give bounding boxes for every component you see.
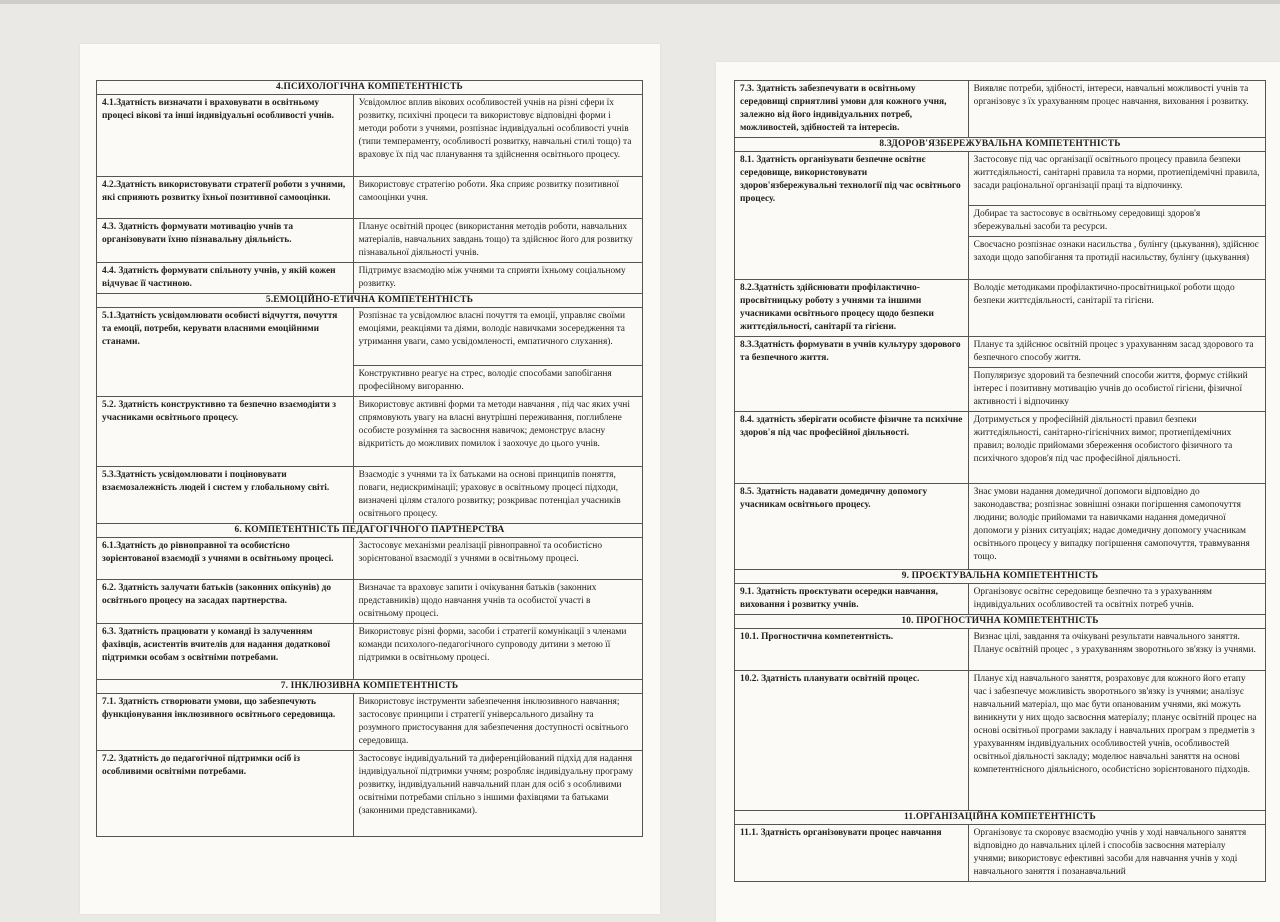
competency-row (735, 81, 1266, 138)
competency-description: Виявляє потреби, здібності, інтереси, навчальні можливості учнів та організовує з їх урахуванням процес навчання, виховання і розвитку. (968, 81, 1265, 138)
competency-description: Використовує активні форми та методи навчання , під час яких учні спрямовують увагу на власні внутрішні переживання, поглиблене особисте розуміння та засвоєння навичок; демонструє власну відкритість до можливих помилок і заохочує до цього учнів. (353, 397, 642, 467)
competency-description: Планує та здійснює освітній процес з урахуванням засад здорового та безпечного способу життя. (968, 337, 1265, 368)
section-heading-row (97, 680, 643, 694)
competency-description: Володіє методиками профілактично-просвітницької роботи щодо безпеки життєдіяльності, санітарії та гігієни. (968, 280, 1265, 337)
section-heading: 8.ЗДОРОВ'ЯЗБЕРЕЖУВАЛЬНА КОМПЕТЕНТНІСТЬ (735, 138, 1266, 152)
competency-row (97, 397, 643, 467)
competency-title: 8.2.Здатність здійснювати профілактично-просвітницьку роботу з учнями та іншими учасниками освітнього процесу щодо безпеки життєдіяльності, санітарії та гігієни. (735, 280, 969, 337)
competency-row (735, 484, 1266, 570)
section-heading-row (735, 138, 1266, 152)
competency-row (97, 538, 643, 580)
competency-title: 6.1.Здатність до рівноправної та особистісно зорієнтованої взаємодії з учнями в освітньому процесі. (97, 538, 354, 580)
competency-description: Популяризує здоровий та безпечний способи життя, формує стійкий інтерес і позитивну мотивацію учнів до особистої гігієни, фізичної активності і відпочинку (968, 368, 1265, 412)
competency-description: Організовує та скоровує взаємодію учнів у ході навчального заняття відповідно до навчальних цілей і способів засвоєння матеріалу учнями; використовує ефективні засоби для навчання учнів у ході навчального заняття і позанавчальний (968, 825, 1265, 882)
competency-row (97, 624, 643, 680)
competency-title: 10.1. Прогностична компетентність. (735, 629, 969, 671)
competency-title: 10.2. Здатність планувати освітній процес. (735, 671, 969, 811)
competency-row (735, 629, 1266, 671)
competency-title: 5.1.Здатність усвідомлювати особисті відчуття, почуття та емоції, потреби, керувати власними емоційними станами. (97, 308, 354, 397)
competency-description: Розпізнає та усвідомлює власні почуття та емоції, управляє своїми емоціями, реакціями та діями, володіє навичками зосередження та утримання уваги, само усвідомленості, емпатичного слухання). (353, 308, 642, 366)
competency-row (97, 308, 643, 366)
competency-title: 6.2. Здатність залучати батьків (законних опікунів) до освітнього процесу на засадах партнерства. (97, 580, 354, 624)
competency-table-right (734, 80, 1266, 882)
section-heading-row (735, 811, 1266, 825)
competency-row (735, 671, 1266, 811)
section-heading-row (97, 81, 643, 95)
competency-description: Дотримується у професійній діяльності правил безпеки життєдіяльності, санітарно-гігієнічних вимог, протиепідемічних правил; володіє прийомами збереження особистого фізичного та психічного здоров'я під час професійної діяльності. (968, 412, 1265, 484)
competency-title: 5.2. Здатність конструктивно та безпечно взаємодіяти з учасниками освітнього процесу. (97, 397, 354, 467)
competency-description: Застосовує механізми реалізації рівноправної та особистісно зорієнтованої взаємодії з учнями в освітньому процесі. (353, 538, 642, 580)
section-heading: 10. ПРОГНОСТИЧНА КОМПЕТЕНТНІСТЬ (735, 615, 1266, 629)
section-heading: 7. ІНКЛЮЗИВНА КОМПЕТЕНТНІСТЬ (97, 680, 643, 694)
competency-row (97, 177, 643, 219)
competency-title: 7.2. Здатність до педагогічної підтримки осіб із особливими освітніми потребами. (97, 751, 354, 837)
section-heading-row (735, 570, 1266, 584)
scanner-edge (0, 0, 1280, 4)
document-page-left (80, 44, 660, 914)
competency-row (97, 694, 643, 751)
competency-title: 4.1.Здатність визначати і враховувати в освітньому процесі вікові та інші індивідуальні особливості учнів. (97, 95, 354, 177)
competency-description: Планує освітній процес (використання методів роботи, навчальних матеріалів, навчальних завдань тощо) та здійснює його для розвитку пізнавальної діяльності учнів. (353, 219, 642, 263)
competency-title: 7.1. Здатність створювати умови, що забезпечують функціонування інклюзивного освітнього середовища. (97, 694, 354, 751)
competency-description: Визначає та враховує запити і очікування батьків (законних представників) щодо навчання учнів та особистої участі в освітньому процесі. (353, 580, 642, 624)
competency-description: Конструктивно реагує на стрес, володіє способами запобігання професійному вигоранню. (353, 366, 642, 397)
competency-title: 4.3. Здатність формувати мотивацію учнів та організовувати їхню пізнавальну діяльність. (97, 219, 354, 263)
competency-row (735, 825, 1266, 882)
competency-row (735, 280, 1266, 337)
competency-row (97, 263, 643, 294)
competency-title: 4.4. Здатність формувати спільноту учнів, у якій кожен відчуває її частиною. (97, 263, 354, 294)
competency-description: Використовує стратегію роботи. Яка сприяє розвитку позитивної самооцінки учня. (353, 177, 642, 219)
competency-table-left (96, 80, 643, 837)
competency-description: Планує хід навчального заняття, розраховує для кожного його етапу час і забезпечує можливість зворотнього зв'язку із учнями; аналізує навчальний матеріал, що має бути опанованим учнями, які можуть виникнути у них щодо засвоєння матеріалу; планує освітній процес на основі освітньої програми закладу і навчальних програм з предметів з урахуванням індивідуальних особливостей учнів, особливостей освітньої діяльності закладу; моделює навчальні заняття на основі компетентнісного діяльнісного, особистісно зорієнтованого підходів. (968, 671, 1265, 811)
competency-row (97, 580, 643, 624)
competency-description: Використовує різні форми, засоби і стратегії комунікації з членами команди психолого-педагогічного супроводу дитини з метою її підтримки в освітньому процесі. (353, 624, 642, 680)
competency-description: Застосовує індивідуальний та диференційований підхід для надання індивідуальної підтримки учням; розробляє індивідуальну програму розвитку, індивідуальний навчальний план для осіб з особливими освітніми потребами спільно з іншими фахівцями та батьками (законними представниками). (353, 751, 642, 837)
competency-description: Застосовує під час організації освітнього процесу правила безпеки життєдіяльності, санітарні правила та норми, протиепідемічні правила, засади раціональної організації праці та відпочинку. (968, 152, 1265, 206)
competency-title: 11.1. Здатність організовувати процес навчання (735, 825, 969, 882)
competency-description: Своєчасно розпізнає ознаки насильства , булінгу (цькування), здійснює заходи щодо запобігання та протидії насильству, булінгу (цькування) (968, 237, 1265, 280)
competency-description: Організовує освітнє середовище безпечно та з урахуванням індивідуальних особливостей та освітніх потреб учнів. (968, 584, 1265, 615)
competency-title: 8.3.Здатність формувати в учнів культуру здорового та безпечного життя. (735, 337, 969, 412)
competency-title: 8.5. Здатність надавати домедичну допомогу учасникам освітнього процесу. (735, 484, 969, 570)
section-heading: 11.ОРГАНІЗАЦІЙНА КОМПЕТЕНТНІСТЬ (735, 811, 1266, 825)
section-heading: 6. КОМПЕТЕНТНІСТЬ ПЕДАГОГІЧНОГО ПАРТНЕРСТВА (97, 524, 643, 538)
competency-row (735, 584, 1266, 615)
section-heading-row (97, 524, 643, 538)
competency-row (735, 412, 1266, 484)
competency-description: Знає умови надання домедичної допомоги відповідно до законодавства; розпізнає зовнішні ознаки погіршення самопочуття людини; володіє прийомами та навичками надання домедичної допомоги у різних ситуаціях; надає домедичну допомогу учасникам освітнього процесу у випадку погіршення самопочуття, травмування тощо. (968, 484, 1265, 570)
section-heading: 5.ЕМОЦІЙНО-ЕТИЧНА КОМПЕТЕНТНІСТЬ (97, 294, 643, 308)
competency-title: 9.1. Здатність проєктувати осередки навчання, виховання і розвитку учнів. (735, 584, 969, 615)
competency-row (97, 219, 643, 263)
competency-description: Визнає цілі, завдання та очікувані результати навчального заняття. Планує освітній процес , з урахуванням зворотнього зв'язку із учнями. (968, 629, 1265, 671)
competency-title: 6.3. Здатність працювати у команді із залученням фахівців, асистентів вчителів для надання додаткової підтримки особам з освітніми потребами. (97, 624, 354, 680)
competency-description: Добирає та застосовує в освітньому середовищі здоров'я збережувальні засоби та ресурси. (968, 206, 1265, 237)
section-heading: 9. ПРОЄКТУВАЛЬНА КОМПЕТЕНТНІСТЬ (735, 570, 1266, 584)
competency-title: 5.3.Здатність усвідомлювати і поціновувати взаємозалежність людей і систем у глобальному світі. (97, 467, 354, 524)
competency-title: 8.4. здатність зберігати особисте фізичне та психічне здоров'я під час професійної діяльності. (735, 412, 969, 484)
competency-title: 7.3. Здатність забезпечувати в освітньому середовищі сприятливі умови для кожного учня, залежно від його індивідуальних потреб, можливостей, здібностей та інтересів. (735, 81, 969, 138)
competency-row (97, 751, 643, 837)
competency-row (735, 337, 1266, 368)
competency-description: Усвідомлює вплив вікових особливостей учнів на різні сфери їх розвитку, психічні процеси та використовує відповідні форми і методи роботи з учнями, розпізнає індивідуальні особливості учнів (типи темпераменту, особливості розвитку, навчальні стилі тощо) та враховує їх під час планування та здійснення освітнього процесу. (353, 95, 642, 177)
competency-description: Підтримує взаємодію між учнями та сприяти їхньому соціальному розвитку. (353, 263, 642, 294)
section-heading-row (735, 615, 1266, 629)
competency-row (735, 152, 1266, 206)
competency-description: Використовує інструменти забезпечення інклюзивного навчання; застосовує принципи і стратегії універсального дизайну та розумного пристосування для забезпечення доступності освітнього середовища. (353, 694, 642, 751)
competency-row (97, 95, 643, 177)
section-heading: 4.ПСИХОЛОГІЧНА КОМПЕТЕНТНІСТЬ (97, 81, 643, 95)
competency-title: 4.2.Здатність використовувати стратегії роботи з учнями, які сприяють розвитку їхньої позитивної самооцінки. (97, 177, 354, 219)
competency-row (97, 467, 643, 524)
competency-description: Взаємодіє з учнями та їх батьками на основі принципів поняття, поваги, недискримінації; ураховує в освітньому процесі підходи, визначені цілям сталого розвитку; розкриває потенціал учасників освітнього процесу. (353, 467, 642, 524)
section-heading-row (97, 294, 643, 308)
document-page-right (716, 62, 1280, 922)
competency-title: 8.1. Здатність організувати безпечне освітнє середовище, використовувати здоров'язбережувальні технології під час освітнього процесу. (735, 152, 969, 280)
